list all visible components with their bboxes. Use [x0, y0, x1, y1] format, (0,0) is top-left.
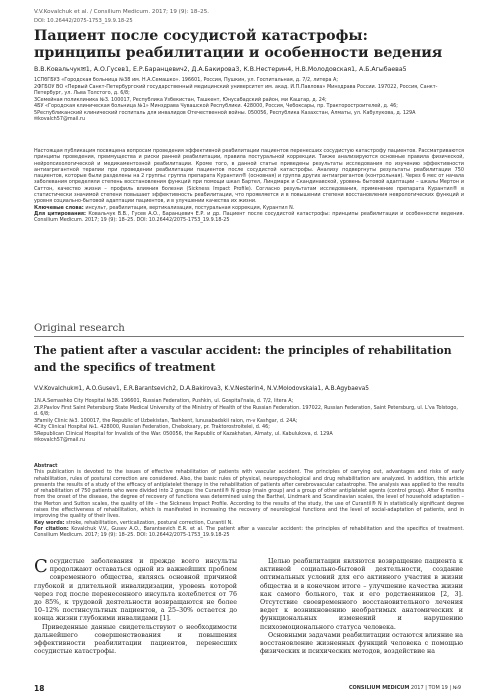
doi-line: DOI: 10.26442/2075-1753_19.9.18-25	[34, 18, 133, 24]
page-number: 18	[34, 684, 45, 693]
en-title	[34, 342, 464, 376]
ru-citation-label: Для цитирования:	[34, 210, 87, 217]
en-citation-label: For citation:	[34, 525, 69, 532]
en-abstract: This publication is devoted to the issues of effective rehabilitation of patients with vascular accident. The principles of carrying out, advantages and risks of early rehabilitation, rules of postural correction are considered. Also, the basic rules of physical, neuropsychological and drug rehabilitation are analyzed. In addition, this article presents the results of a study of the efficacy of antiplatelet therapy in the rehabilitation of patients after cerebrovascular catastrophe. The analysis was applied to the results of rehabilitation of 750 patients who were divided into 2 groups: the Curantil® N group (main group) and a group of other antiplatelet agents (control group). After 6 months from the onset of the disease, the degree of recovery of functions was determined using the Barthel, Lindmark and Scandinavian scales, the level of household adaptation – the Merton and Sutton scales, the quality of life – the Sickness Impact Profile. According to the results of the study, the use of Curantil® N in statistically significant degree raises the effectiveness of rehabilitation, which is manifested in increasing the recovery of neurological functions and the level of social-adaptation of patients, and in improving the quality of their lives.	[34, 469, 464, 520]
body-column-right	[260, 558, 463, 656]
ru-citation	[34, 211, 464, 224]
ru-abstract-block	[34, 148, 464, 224]
ru-keywords-text: инсульт, реабилитация, вертикализация, постуральная коррекция, Курантил N.	[85, 204, 295, 211]
ru-authors: В.В.Ковальчук✉1, А.О.Гусев1, Е.Р.Баранцевич2, Д.А.Бакирова3, К.В.Нестерин4, Н.В.Молодовская1, А.Б.Агыбаева5	[34, 66, 407, 73]
ru-affiliation: 5Республиканский клинический госпиталь для инвалидов Отечественной войны. 050056, Республика Казахстан, Алматы, ул. Кабулукова, д. 129А	[34, 109, 416, 116]
ru-affiliation: 3Семейная поликлиника №3. 100017, Республика Узбекистан, Ташкент, Юнусабадский район, ми Кашгар, д. 24;	[34, 96, 327, 103]
en-email: ✉kovalch57@mail.ru	[34, 437, 86, 444]
ru-citation-text: Ковальчук В.В., Гусев А.О., Баранцевич Е.Р. и др. Пациент после сосудистой катастрофы: принципы реабилитации и особенности ведения. Consilium Medicum. 2017; 19 (9): 18–25. DOI: 10.26442/2075-1753_19.9.18-25	[34, 210, 464, 224]
ru-affiliation: 2ФГБОУ ВО «Первый Санкт-Петербургский государственный медицинский университет им. акад. И.П.Павлова» Минздрава России. 197022, Россия, Санкт-Петербург, ул. Льва Толстого, д. 6/8;	[34, 83, 438, 96]
en-title-line-2: and the specifics of treatment	[34, 361, 216, 374]
en-abstract-block	[34, 463, 464, 539]
en-title-line-1: The patient after a vascular accident: the principles of rehabilitation	[34, 344, 452, 357]
en-affiliation: 3Family Clinic №3. 100017, the Republic of Uzbekistan, Tashkent, Iunusabadskii raion, m-v Kashgar, d. 24A;	[34, 417, 298, 424]
section-divider	[34, 336, 464, 337]
ru-keywords-label: Ключевые слова:	[34, 204, 84, 211]
ru-affiliation: 1СПбГБУЗ «Городская больница №38 им. Н.А.Семашко». 196601, Россия, Пушкин, ул. Госпитальная, д. 7/2, литера А;	[34, 77, 339, 83]
footer-journal	[349, 685, 461, 691]
en-citation-text: Kovalchuk V.V., Gusev A.O., Barantsevich E.R. et al. The patient after a vascular accident: the principles of rehabilitation and the specifics of treatment. Consilium Medicum. 2017; 19 (9): 18–25. DOI: 10.26442/2075-1753_19.9.18-25	[34, 525, 464, 539]
en-affiliations	[34, 398, 464, 444]
en-affiliation: 4City Clinical Hospital №1. 428000, Russian Federation, Cheboksary, pr. Traktorostroitelei, d. 46;	[34, 424, 270, 431]
footer-journal-issue: 2017 | ТОМ 19 | №9	[410, 685, 461, 691]
en-abstract-label: Abstract	[34, 463, 58, 469]
ru-affiliations	[34, 77, 464, 123]
ru-title	[34, 28, 464, 62]
body-paragraph: Сосудистые заболевания и прежде всего инсульты продолжают оставаться одной из важнейших проблем современного общества, являясь основной причиной глубокой и длительной инвалидизации, уровень которой через год после перенесенного инсульта колеблется от 76 до 85%, к трудовой деятельности возвращаются не более 10–12% постинсультных пациентов, а 25–30% остается до конца жизни глубокими инвалидами [1].	[34, 556, 237, 623]
en-citation	[34, 526, 464, 539]
ru-title-line-1: Пациент после сосудистой катастрофы:	[34, 28, 368, 44]
en-affiliation: 1N.A.Semashko City Hospital №38. 196601, Russian Federation, Pushkin, ul. Gospital'naia, d. 7/2, litera A;	[34, 398, 294, 404]
body-paragraph: Основными задачами реабилитации остаются влияние на восстановление жизненных функций человека с помощью физических и психических методов, воздействие на	[260, 631, 463, 656]
en-authors: V.V.Kovalchuk✉1, A.O.Gusev1, E.R.Barantsevich2, D.A.Bakirova3, K.V.Nesterin4, N.V.Molodovskaia1, A.B.Agybaeva5	[34, 386, 369, 392]
en-keywords-text: stroke, rehabilitation, verticalization, postural correction, Curantil N.	[66, 519, 233, 526]
ru-email: ✉kovalch57@mail.ru	[34, 116, 86, 123]
en-affiliation: 2I.P.Pavlov First Saint Petersburg State Medical University of the Ministry of Health of the Russian Federation. 197022, Russian Federation, Saint Petersburg, ul. L'va Tolstogo, d. 6/8;	[34, 404, 458, 417]
running-head: V.V.Kovalchuk et al. / Consilium Medicum. 2017; 19 (9): 18–25.	[34, 9, 210, 15]
en-affiliation: 5Republican Clinical Hospital for Invalids of the War. 050056, the Republic of Kazakhstan, Almaty, ul. Kabulukova, d. 129A	[34, 430, 333, 437]
body-column-left	[34, 558, 237, 656]
en-keywords-label: Key words:	[34, 519, 65, 526]
body-paragraph: Целью реабилитации являются возвращение пациента к активной социально-бытовой деятельности, создание оптимальных условий для его активного участия в жизни общества и в конечном итоге – улучшение качества жизни как самого больного, так и его родственников [2, 3]. Отсутствие своевременного восстановительного лечения ведет к возникновению необратимых анатомических и функциональных изменений и нарушению психоэмоционального статуса человека.	[260, 558, 463, 631]
body-paragraph: Приведенные данные свидетельствуют о необходимости дальнейшего совершенствования и повышения эффективности реабилитации пациентов, перенесших сосудистые катастрофы.	[34, 623, 237, 656]
footer-journal-name: CONSILIUM MEDICUM	[348, 685, 410, 691]
ru-title-line-2: принципы реабилитации и особенности ведения	[34, 45, 443, 61]
section-header: Original research	[34, 323, 125, 334]
ru-affiliation: 4БУ «Городская клиническая больница №1» Минздрава Чувашской Республики. 428000, Россия, Чебоксары, пр. Тракторостроителей, д. 46;	[34, 103, 398, 110]
ru-abstract: Настоящая публикация посвящена вопросам проведения эффективной реабилитации пациентов перенесших сосудистую катастрофу пациентов. Рассматриваются принципы проведения, преимущества и риски ранней реабилитации, правила постуральной коррекции. Также анализируются основные правила физической, нейропсихологической и медикаментозной реабилитации. Кроме того, в данной статье приведены результаты исследования по изучению эффективности антиагрегантной терапии при проведении реабилитации пациентов после сосудистой катастрофы. Анализу подвергнуты результаты реабилитации 750 пациентов, которые были разделены на 2 группы: группа препарата Курантил® (основная) и группа других антиагрегантов (контрольная). Через 6 мес от начала заболевания определяли степень восстановления функций при помощи шкал Бартел, Линдмарк и Скандинавской, уровень бытовой адаптации – шкалы Мертон и Саттон, качество жизни – профиль влияния болезни (Sickness Impact Profile). Согласно результатам исследования, применение препарата Курантил® в статистически значимой степени повышает эффективность реабилитации, что проявляется и в повышении степени восстановления неврологических функций и уровня социально-бытовой адаптации пациентов, и в улучшении качества их жизни.	[34, 148, 464, 205]
